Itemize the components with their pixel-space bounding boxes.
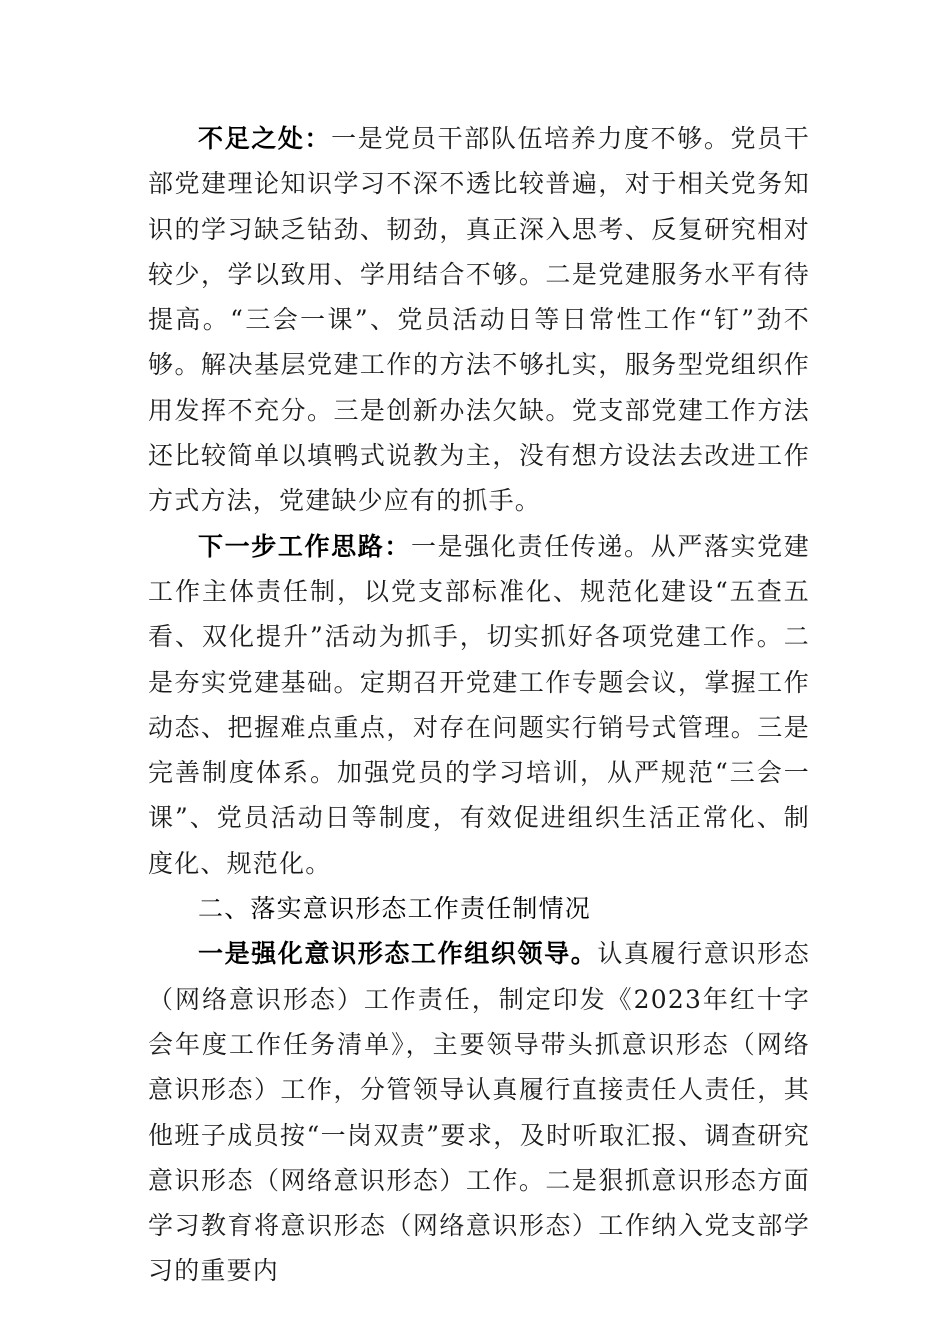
document-body: [148, 116, 810, 1294]
next-steps-lead: 下一步工作思路：: [198, 531, 412, 561]
next-steps-paragraph: [148, 524, 810, 886]
ideology-paragraph: [148, 931, 810, 1293]
shortcomings-text: 一是党员干部队伍培养力度不够。党员干部党建理论知识学习不深不透比较普遍，对于相关党务知识的学习缺乏钻劲、韧劲，真正深入思考、反复研究相对较少，学以致用、学用结合不够。二是党建服务水平有待提高。“三会一课”、党员活动日等日常性工作“钉”劲不够。解决基层党建工作的方法不够扎实，服务型党组织作用发挥不充分。三是创新办法欠缺。党支部党建工作方法还比较简单以填鸭式说教为主，没有想方设法去改进工作方式方法，党建缺少应有的抓手。: [148, 124, 810, 516]
ideology-lead: 一是强化意识形态工作组织领导。: [198, 939, 598, 969]
section-heading: 二、落实意识形态工作责任制情况: [198, 894, 592, 924]
shortcomings-paragraph: [148, 116, 810, 524]
ideology-text: 认真履行意识形态（网络意识形态）工作责任，制定印发《2023年红十字会年度工作任务清单》，主要领导带头抓意识形态（网络意识形态）工作，分管领导认真履行直接责任人责任，其他班子成员按“一岗双责”要求，及时听取汇报、调查研究意识形态（网络意识形态）工作。二是狠抓意识形态方面学习教育将意识形态（网络意识形态）工作纳入党支部学习的重要内: [148, 939, 810, 1286]
next-steps-text: 一是强化责任传递。从严落实党建工作主体责任制，以党支部标准化、规范化建设“五查五看、双化提升”活动为抓手，切实抓好各项党建工作。二是夯实党建基础。定期召开党建工作专题会议，掌握工作动态、把握难点重点，对存在问题实行销号式管理。三是完善制度体系。加强党员的学习培训，从严规范“三会一课”、党员活动日等制度，有效促进组织生活正常化、制度化、规范化。: [148, 531, 810, 878]
shortcomings-lead: 不足之处：: [198, 124, 332, 153]
